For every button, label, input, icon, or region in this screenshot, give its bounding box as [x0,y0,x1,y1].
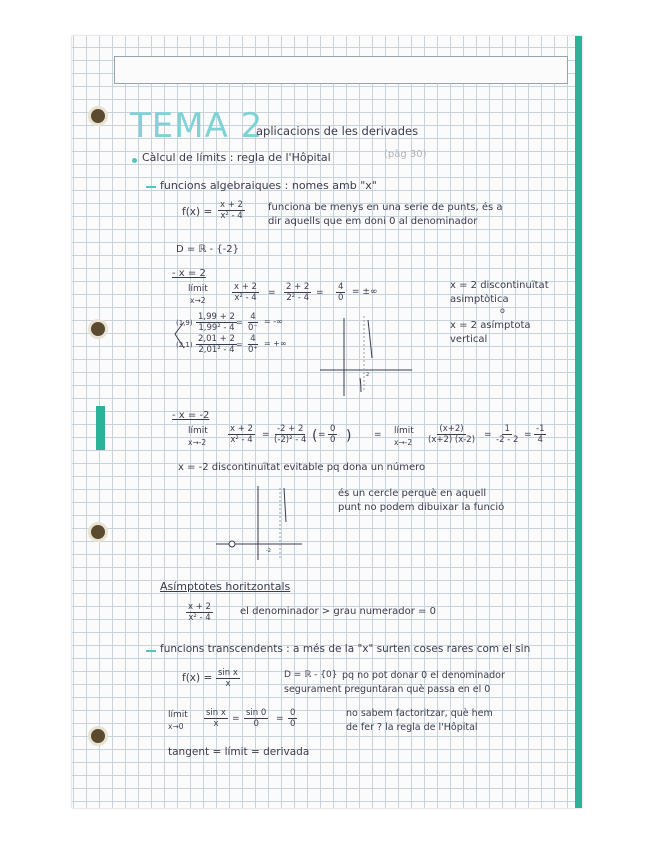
limit-sub: x→0 [168,722,184,731]
fraction: $\frac{4}{0^+}$ [248,334,258,355]
header-box [114,56,568,84]
fraction: $\frac{x + 2}{\text{x² - 4}}$ [188,602,211,623]
note-line: funciona be menys en una serie de punts, és a [268,202,503,213]
asymptote-note: asimptòtica [450,294,509,305]
equals: = [484,430,492,440]
fraction: $\frac{4}{0^-}$ [248,312,258,333]
binder-hole [88,106,108,126]
fx-label: f(x) = [182,206,213,218]
equals: = [318,430,326,440]
fx-fraction: $\frac{x + 2}{\text{x² - 4}}$ [220,200,243,221]
fraction: $\frac{-1}{4}$ [536,424,545,445]
dash-icon [146,650,156,652]
tangent-note: tangent = límit = derivada [168,746,310,758]
transcendent-note: pq no pot donar 0 el denominador [342,670,505,681]
equals: = [236,340,243,349]
fraction: $\frac{\sin 0}{0}$ [246,708,267,729]
limit-sub: x→-2 [394,438,413,447]
case-label: - x = -2 [172,410,210,421]
fraction: $\frac{1}{-2 - 2}$ [496,424,519,445]
asymptote-graph [316,308,416,398]
fraction: $\frac{2 + 2}{\text{2² - 4}}$ [286,282,310,303]
limit-result: = ±∞ [352,287,378,297]
transcendent-note: segurament preguntaran què passa en el 0 [284,684,491,695]
section-heading-horizontal: Asímptotes horitzontals [160,580,291,593]
fraction: $\frac{0}{0}$ [290,708,296,729]
paren: ) [346,428,352,444]
asymptote-note: x = 2 asímptota [450,320,531,331]
limit-result: = -∞ [264,317,283,326]
page-reference: (pàg 30) [384,149,427,160]
fx-fraction: $\frac{\text{sin x}}{x}$ [218,668,238,689]
circle-note: punt no podem dibuixar la funció [338,502,505,513]
equals: = [276,714,284,724]
limit-word: límit [188,284,208,294]
paren: ( [312,428,318,444]
equals: = [524,430,532,440]
fraction: $\frac{x + 2}{\text{x² - 4}}$ [234,282,257,303]
equals: = [268,288,276,298]
fraction: $\frac{2,01 + 2}{\text{2,01² - 4}}$ [198,334,235,355]
bullet-icon [132,158,137,163]
page-tab [96,406,105,450]
discontinuity-graph [212,482,312,562]
equals: = [232,714,240,724]
side-label: (1,9) [176,319,193,327]
limit-word: límit [168,710,188,720]
side-label: (2,1) [176,341,193,349]
asymptote-note: o [500,306,505,315]
discontinuity-note: x = -2 discontinuïtat evitable pq dona un número [178,462,426,473]
fraction: $\frac{4}{0}$ [338,282,344,303]
limit-sub: x→-2 [188,438,207,447]
equals: = [262,430,270,440]
fraction: $\frac{-2 + 2}{\text{(-2)² - 4}}$ [274,424,307,445]
domain-text: D = ℝ - {0} [284,670,338,680]
fraction: $\frac{0}{0}$ [330,424,336,445]
equals: = [374,430,382,440]
notebook-page [72,36,582,808]
fraction: $\frac{\text{sin x}}{x}$ [206,708,226,729]
equals: = [236,318,243,327]
equals: = [316,288,324,298]
case-label: - x = 2 [172,268,206,279]
svg-text:2: 2 [366,372,370,378]
fx-label: f(x) = [182,672,213,684]
fraction: $\frac{1,99 + 2}{\text{1,99² - 4}}$ [198,312,235,333]
limit-sub: x→2 [190,296,206,305]
section-heading-transcendent: funcions transcendents : a més de la "x" surten coses rares com el sin [160,643,531,655]
transcendent-note: de fer ? la regla de l'Hôpital [346,722,478,733]
domain-text: D = ℝ - {-2} [176,244,240,255]
circle-note: és un cercle perquè en aquell [338,488,487,499]
binder-hole [88,726,108,746]
page-title: TEMA 2 [130,106,264,146]
note-line: dir aquells que em doni 0 al denominador [268,216,478,227]
asymptote-note: x = 2 discontinuïtat [450,280,549,291]
brace-icon [172,320,186,350]
limit-word: límit [394,426,414,436]
limit-result: = +∞ [264,339,287,348]
transcendent-note: no sabem factoritzar, què hem [346,708,493,719]
limit-word: límit [188,426,208,436]
binder-hole [88,522,108,542]
section-heading-algebraic: funcions algebraiques : nomes amb "x" [160,179,377,192]
horizontal-note: el denominador > grau numerador = 0 [240,606,436,617]
page-edge [575,36,582,808]
binder-hole [88,319,108,339]
svg-text:-2: -2 [266,548,271,554]
asymptote-note: vertical [450,334,488,345]
page-subtitle: aplicacions de les derivades [256,124,419,138]
fraction: $\frac{x + 2}{\text{x² - 4}}$ [230,424,253,445]
fraction: $\frac{(x+2)}{(x+2) (x-2)}$ [428,424,476,445]
section-heading-limits: Càlcul de límits : regla de l'Hôpital [142,151,331,164]
dash-icon [146,186,156,188]
